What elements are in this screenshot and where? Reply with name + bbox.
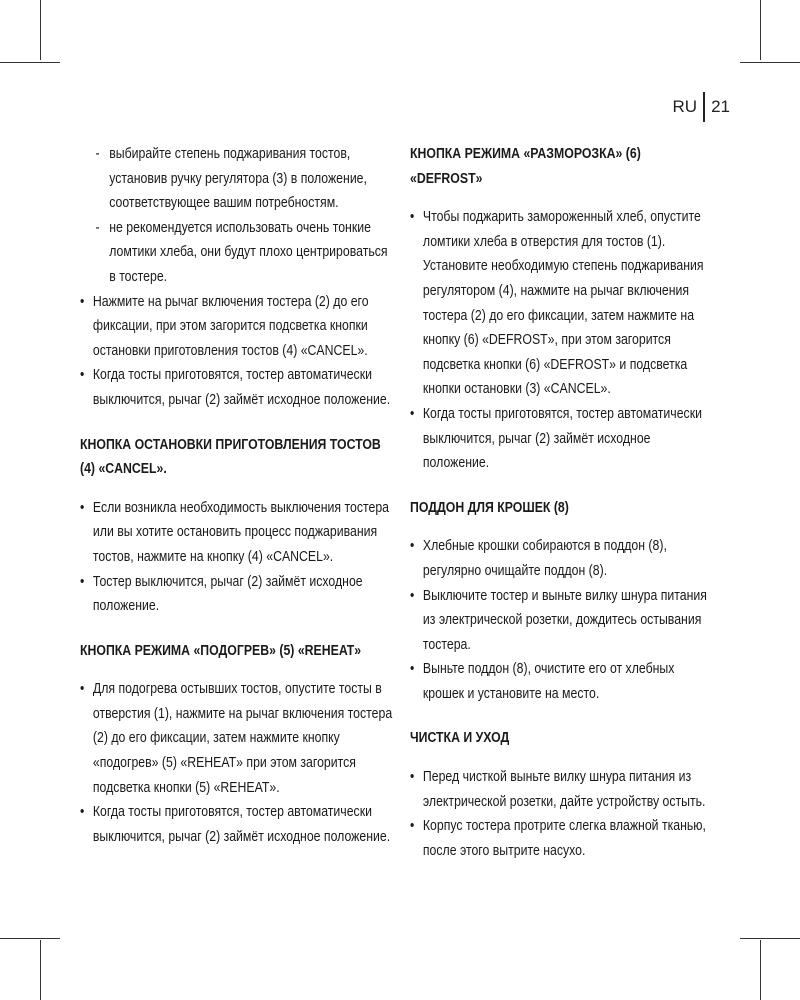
- right-column: [410, 142, 710, 863]
- language-code: RU: [672, 97, 698, 116]
- left-column: [80, 142, 398, 849]
- list-item: • Нажмите на рычаг включения тостера (2) до его фиксации, при этом загорится подсветка кнопки остановки приготовления тостов (4) «CANCEL».: [80, 290, 397, 364]
- crop-mark: [0, 938, 60, 939]
- crop-mark: [0, 62, 60, 63]
- section-heading-care: ЧИСТКА И УХОД: [410, 730, 510, 747]
- section-heading-crumb-tray: ПОДДОН ДЛЯ КРОШЕК (8): [410, 499, 569, 516]
- list-item: • Выключите тостер и выньте вилку шнура питания из электрической розетки, дождитесь остывания тостера.: [410, 584, 709, 658]
- list-item: • Для подогрева остывших тостов, опустите тосты в отверстия (1), нажмите на рычаг включения тостера (2) до его фиксации, затем нажмите кнопку «подогрев» (5) «REHEAT» при этом загорится подсветка кнопки (5) «REHEAT».: [80, 677, 397, 800]
- list-item: • Перед чисткой выньте вилку шнура питания из электрической розетки, дайте устройству остыть.: [410, 765, 709, 814]
- section-heading-cancel: КНОПКА ОСТАНОВКИ ПРИГОТОВЛЕНИЯ ТОСТОВ (4) «CANCEL».: [80, 436, 381, 478]
- reheat-list: [80, 677, 397, 849]
- list-item: • Когда тосты приготовятся, тостер автоматически выключится, рычаг (2) займёт исходное положение.: [410, 402, 709, 476]
- list-item: • Когда тосты приготовятся, тостер автоматически выключится, рычаг (2) займёт исходное положение.: [80, 363, 397, 412]
- crop-mark: [740, 938, 800, 939]
- crop-mark: [40, 940, 41, 1000]
- crumb-tray-list: [410, 534, 709, 706]
- section-heading-defrost: КНОПКА РЕЖИМА «РАЗМОРОЗКА» (6) «DEFROST»: [410, 146, 641, 187]
- crop-mark: [760, 940, 761, 1000]
- crop-mark: [40, 0, 41, 60]
- cancel-list: [80, 496, 397, 619]
- list-item: - не рекомендуется использовать очень тонкие ломтики хлеба, они будут плохо центрироваться в тостере.: [80, 216, 397, 290]
- page-number: 21: [711, 97, 730, 116]
- list-item: - выбирайте степень поджаривания тостов, установив ручку регулятора (3) в положение, соответствующее вашим потребностям.: [80, 142, 397, 216]
- header-divider: [703, 92, 705, 122]
- crop-mark: [740, 62, 800, 63]
- intro-dash-list: [80, 142, 397, 290]
- defrost-list: [410, 205, 709, 476]
- list-item: • Чтобы поджарить замороженный хлеб, опустите ломтики хлеба в отверстия для тостов (1). Установите необходимую степень поджаривания регулятором (4), нажмите на рычаг включения тостера (2) до его фиксации, затем нажмите на кнопку (6) «DEFROST», при этом загорится подсветка кнопки (6) «DEFROST» и подсветка кнопки остановки (3) «CANCEL».: [410, 205, 709, 402]
- list-item: • Корпус тостера протрите слегка влажной тканью, после этого вытрите насухо.: [410, 814, 709, 863]
- list-item: • Выньте поддон (8), очистите его от хлебных крошек и установите на место.: [410, 657, 709, 706]
- crop-mark: [760, 0, 761, 60]
- list-item: • Если возникла необходимость выключения тостера или вы хотите остановить процесс поджаривания тостов, нажмите на кнопку (4) «CANCEL».: [80, 496, 397, 570]
- page-header: [673, 92, 730, 122]
- list-item: • Когда тосты приготовятся, тостер автоматически выключится, рычаг (2) займёт исходное положение.: [80, 800, 397, 849]
- list-item: • Тостер выключится, рычаг (2) займёт исходное положение.: [80, 570, 397, 619]
- care-list: [410, 765, 709, 863]
- section-heading-reheat: КНОПКА РЕЖИМА «ПОДОГРЕВ» (5) «REHEAT»: [80, 642, 362, 659]
- list-item: • Хлебные крошки собираются в поддон (8), регулярно очищайте поддон (8).: [410, 534, 709, 583]
- intro-bullet-list: [80, 290, 397, 413]
